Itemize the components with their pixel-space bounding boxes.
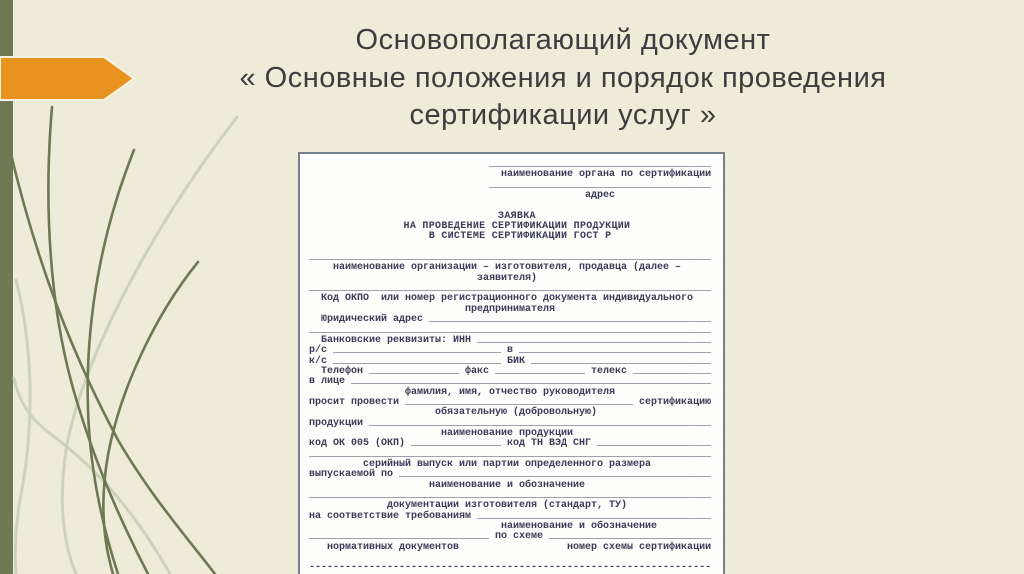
form-line: Код ОКПО или номер регистрационного документа индивидуального — [309, 293, 694, 305]
form-line: Телефон _______________ факс _______________ телекс _____________ — [309, 365, 712, 377]
form-line: наименование и обозначение — [309, 521, 658, 533]
form-line: адрес — [309, 190, 616, 202]
form-line: серийный выпуск или партии определенного размера — [309, 458, 652, 470]
form-line: наименование организации – изготовителя, продавца (далее – — [309, 262, 682, 274]
form-line: заявителя) — [309, 272, 538, 284]
form-line: к/с ____________________________ БИК ______________________________ — [309, 355, 712, 367]
form-line: НА ПРОВЕДЕНИЕ СЕРТИФИКАЦИИ ПРОДУКЦИИ — [309, 221, 631, 233]
form-line: В СИСТЕМЕ СЕРТИФИКАЦИИ ГОСТ Р — [309, 231, 612, 243]
form-line: наименование и обозначение — [309, 479, 586, 491]
certification-form-document — [298, 152, 725, 574]
form-line: ___________________________________________________________________ — [309, 324, 712, 336]
form-line: ЗАЯВКА — [309, 210, 536, 222]
form-line: предпринимателя — [309, 303, 556, 315]
form-line: _____________________________________ — [309, 159, 712, 170]
slide-title-line: Основополагающий документ — [355, 24, 771, 56]
form-line: фамилия, имя, отчество руководителя — [309, 386, 616, 398]
form-line: выпускаемой по ____________________________________________________ — [309, 469, 712, 481]
form-line: ___________________________________________________________________ — [309, 283, 712, 295]
slide-title-line: сертификации услуг » — [409, 99, 717, 132]
form-line: ___________________________________________________________________ — [309, 252, 712, 264]
form-line: просит провести ______________________________________ сертификацию — [309, 396, 712, 408]
slide-title-line: « Основные положения и порядок проведения — [239, 61, 887, 94]
form-line: обязательную (добровольную) — [309, 407, 598, 419]
form-line: в лице ____________________________________________________________ — [309, 376, 712, 388]
form-line: ______________________________ по схеме ___________________________ — [309, 531, 712, 543]
form-line: нормативных документов номер схемы сертификации — [309, 541, 712, 553]
form-line: Юридический адрес _______________________________________________ — [309, 314, 712, 326]
form-line: на соответствие требованиям _______________________________________ — [309, 510, 712, 522]
form-line: продукции _________________________________________________________ — [309, 417, 712, 429]
form-line: ___________________________________________________________________ — [309, 448, 712, 460]
form-line: наименование продукции — [309, 427, 574, 439]
form-line: ___________________________________________________________________ — [309, 490, 712, 501]
form-line: Банковские реквизиты: ИНН _______________________________________ — [309, 334, 712, 346]
form-line: р/с ____________________________ в ________________________________ — [309, 345, 712, 357]
form-line: документации изготовителя (стандарт, ТУ) — [309, 500, 628, 512]
form-line: _____________________________________ — [309, 179, 712, 191]
slide-title — [112, 22, 1014, 135]
form-line: код ОК 005 (ОКП) _______________ код ТН ВЭД СНГ ___________________ — [309, 438, 712, 450]
form-line: ------------------------------------------------------------------- — [309, 562, 712, 574]
form-line: наименование органа по сертификации — [309, 169, 712, 181]
